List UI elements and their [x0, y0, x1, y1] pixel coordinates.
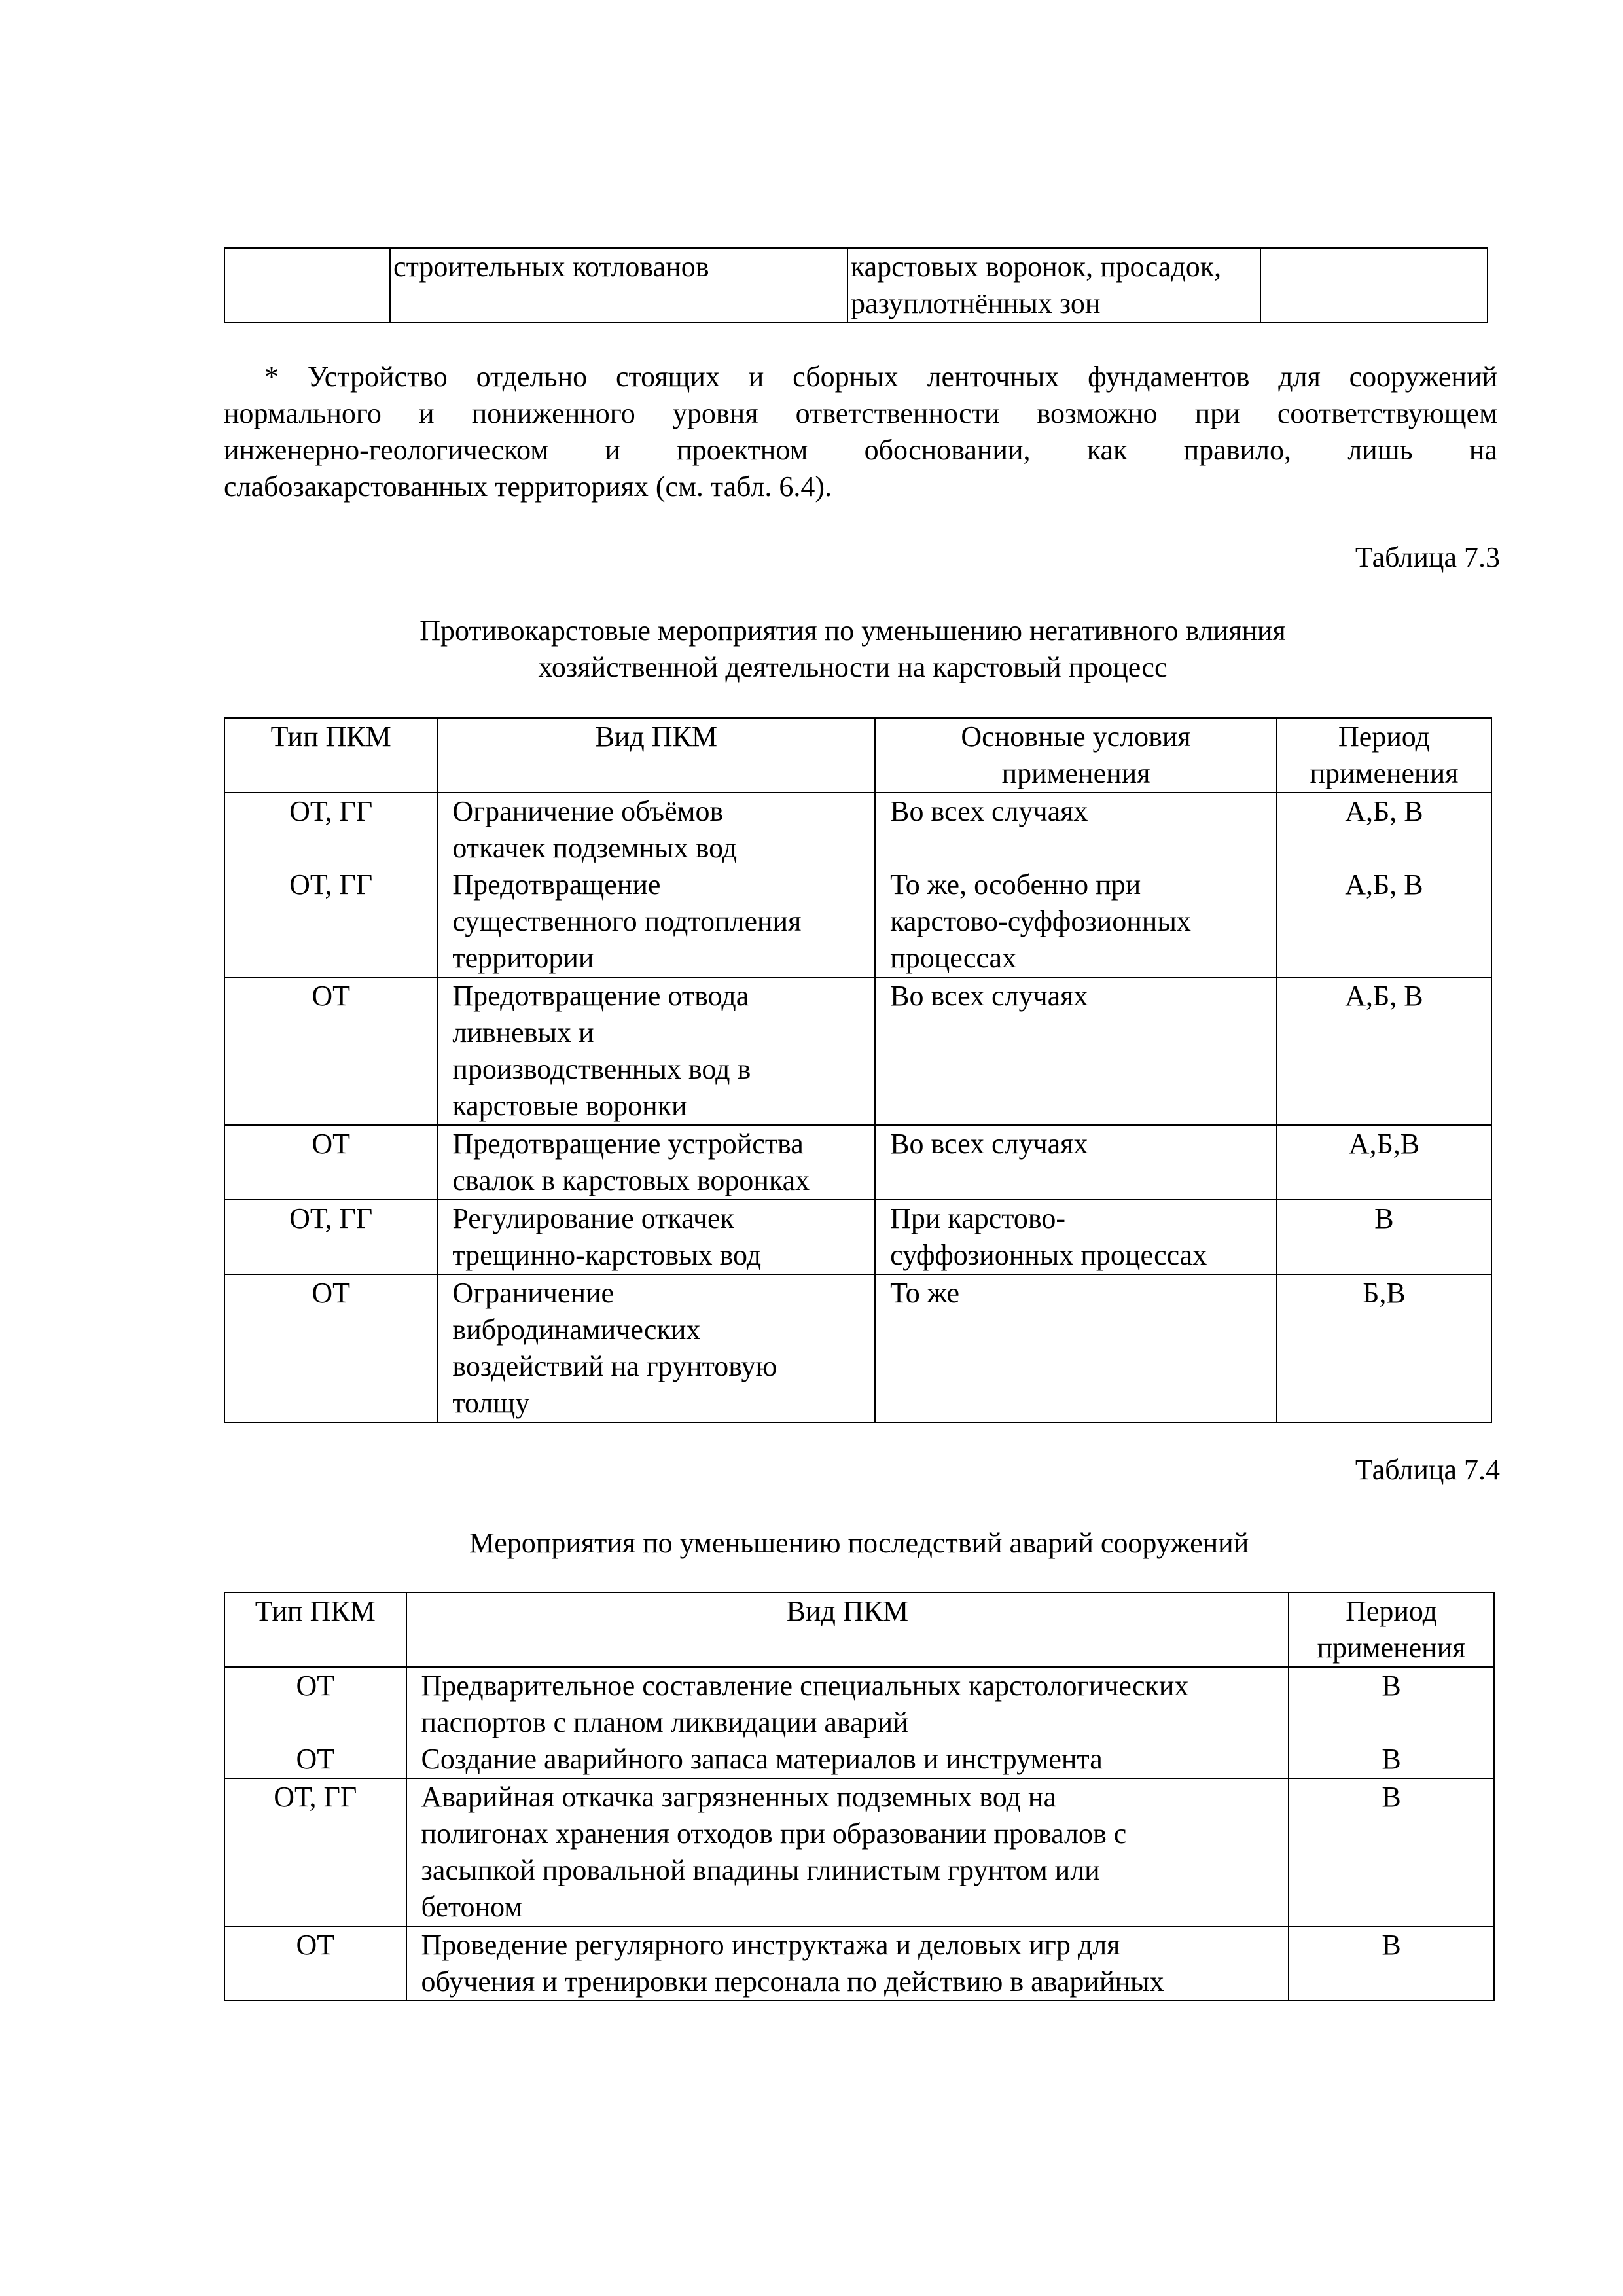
cell-line: карстовые воронки: [452, 1090, 687, 1122]
cell-line: То же, особенно при: [890, 869, 1141, 901]
cell-type: ОТ: [224, 1274, 437, 1422]
footnote-paragraph: [224, 359, 1497, 505]
cell-line: ОТ, ГГ: [289, 869, 373, 901]
cell-type: [224, 793, 437, 977]
header-type: Тип ПКМ: [224, 718, 437, 793]
footnote-line: слабозакарстованных территориях (см. табл. 6.4).: [224, 471, 832, 503]
cell-conditions: То же: [875, 1274, 1277, 1422]
header-conditions: [875, 718, 1277, 793]
cell-kind: [406, 1778, 1289, 1926]
table-header-row: [224, 1592, 1494, 1667]
cell-line: А,Б, В: [1345, 795, 1423, 827]
table-row: [224, 1778, 1494, 1926]
header-line: Период: [1346, 1595, 1438, 1627]
table-cell: [1260, 248, 1488, 323]
cell-line: паспортов с планом ликвидации аварий: [421, 1706, 908, 1738]
header-line: применения: [1001, 757, 1150, 789]
cell-line: карстовых воронок, просадок,: [850, 251, 1222, 283]
cell-line: свалок в карстовых воронках: [452, 1164, 810, 1196]
table-7-4-title: Мероприятия по уменьшению последствий аварий сооружений: [469, 1527, 1249, 1559]
title-line: хозяйственной деятельности на карстовый процесс: [538, 651, 1168, 683]
cell-period: А,Б,В: [1277, 1125, 1491, 1200]
table-row: [224, 1926, 1494, 2001]
cell-line: производственных вод в: [452, 1053, 751, 1085]
cell-type: ОТ, ГГ: [224, 1200, 437, 1274]
table-row: [224, 977, 1491, 1125]
header-line: Период: [1338, 721, 1430, 753]
cell-period: [1289, 1667, 1494, 1778]
cell-line: карстово-суффозионных: [890, 905, 1191, 937]
continuation-table: [224, 247, 1488, 323]
cell-line: существенного подтопления: [452, 905, 802, 937]
cell-line: А,Б, В: [1345, 869, 1423, 901]
cell-kind: [437, 1125, 875, 1200]
table-cell: [224, 248, 390, 323]
cell-period: В: [1289, 1926, 1494, 2001]
cell-line: Проведение регулярного инструктажа и деловых игр для: [421, 1929, 1120, 1961]
header-type: Тип ПКМ: [224, 1592, 406, 1667]
table-cell: [847, 248, 1260, 323]
footnote-line: инженерно-геологическом и проектном обосновании, как правило, лишь на: [224, 434, 1497, 466]
cell-line: толщу: [452, 1387, 530, 1419]
cell-type: ОТ: [224, 1926, 406, 2001]
cell-type: ОТ, ГГ: [224, 1778, 406, 1926]
cell-type: ОТ: [224, 977, 437, 1125]
cell-period: Б,В: [1277, 1274, 1491, 1422]
cell-line: обучения и тренировки персонала по действию в аварийных: [421, 1965, 1164, 1998]
cell-line: Предотвращение устройства: [452, 1128, 804, 1160]
cell-line: ОТ: [296, 1670, 335, 1702]
cell-kind: [437, 1274, 875, 1422]
cell-line: Предварительное составление специальных карстологических: [421, 1670, 1189, 1702]
cell-line: засыпкой провальной впадины глинистым грунтом или: [421, 1854, 1100, 1886]
header-kind: Вид ПКМ: [437, 718, 875, 793]
cell-line: Ограничение объёмов: [452, 795, 724, 827]
cell-kind: [406, 1667, 1289, 1778]
header-line: применения: [1310, 757, 1459, 789]
cell-line: Предотвращение отвода: [452, 980, 749, 1012]
cell-period: [1277, 793, 1491, 977]
cell-kind: [437, 1200, 875, 1274]
table-cell: строительных котлованов: [390, 248, 847, 323]
cell-kind: [437, 977, 875, 1125]
cell-line: вибродинамических: [452, 1314, 701, 1346]
header-period: [1289, 1592, 1494, 1667]
cell-line: Регулирование откачек: [452, 1202, 734, 1234]
table-header-row: [224, 718, 1491, 793]
cell-line: В: [1382, 1743, 1401, 1775]
cell-period: А,Б, В: [1277, 977, 1491, 1125]
cell-line: ОТ: [296, 1743, 335, 1775]
cell-line: откачек подземных вод: [452, 832, 738, 864]
footnote-line: * Устройство отдельно стоящих и сборных ленточных фундаментов для сооружений: [264, 361, 1497, 393]
cell-period: В: [1289, 1778, 1494, 1926]
table-7-4-label: Таблица 7.4: [1355, 1454, 1500, 1486]
cell-line: ОТ, ГГ: [289, 795, 373, 827]
cell-line: При карстово-: [890, 1202, 1066, 1234]
table-row: [224, 793, 1491, 977]
cell-conditions: [875, 1200, 1277, 1274]
cell-line: бетоном: [421, 1891, 523, 1923]
cell-line: полигонах хранения отходов при образовании провалов с: [421, 1818, 1127, 1850]
cell-line: территории: [452, 942, 594, 974]
title-line: Противокарстовые мероприятия по уменьшению негативного влияния: [419, 615, 1286, 647]
header-period: [1277, 718, 1491, 793]
cell-line: ливневых и: [452, 1016, 594, 1049]
cell-line: воздействий на грунтовую: [452, 1350, 777, 1382]
cell-line: разуплотнённых зон: [850, 287, 1101, 319]
cell-type: ОТ: [224, 1125, 437, 1200]
cell-line: Предотвращение: [452, 869, 661, 901]
cell-line: суффозионных процессах: [890, 1239, 1207, 1271]
cell-type: [224, 1667, 406, 1778]
cell-line: Ограничение: [452, 1277, 615, 1309]
table-row: [224, 1667, 1494, 1778]
table-row: [224, 1274, 1491, 1422]
cell-line: Аварийная откачка загрязненных подземных вод на: [421, 1781, 1056, 1813]
table-7-3: [224, 717, 1492, 1423]
header-line: Основные условия: [961, 721, 1191, 753]
cell-period: В: [1277, 1200, 1491, 1274]
cell-kind: [406, 1926, 1289, 2001]
cell-conditions: Во всех случаях: [875, 977, 1277, 1125]
cell-line: Создание аварийного запаса материалов и инструмента: [421, 1743, 1103, 1775]
cell-kind: [437, 793, 875, 977]
cell-line: процессах: [890, 942, 1016, 974]
footnote-line: нормального и пониженного уровня ответственности возможно при соответствующем: [224, 397, 1497, 429]
table-row: [224, 248, 1488, 323]
cell-conditions: [875, 793, 1277, 977]
header-line: применения: [1317, 1632, 1466, 1664]
table-row: [224, 1125, 1491, 1200]
cell-line: В: [1382, 1670, 1401, 1702]
table-7-4: [224, 1592, 1495, 2001]
cell-conditions: Во всех случаях: [875, 1125, 1277, 1200]
table-7-3-title: [216, 613, 1489, 686]
cell-line: трещинно-карстовых вод: [452, 1239, 762, 1271]
table-row: [224, 1200, 1491, 1274]
cell-line: Во всех случаях: [890, 795, 1088, 827]
table-7-3-label: Таблица 7.3: [1355, 541, 1500, 573]
header-kind: Вид ПКМ: [406, 1592, 1289, 1667]
